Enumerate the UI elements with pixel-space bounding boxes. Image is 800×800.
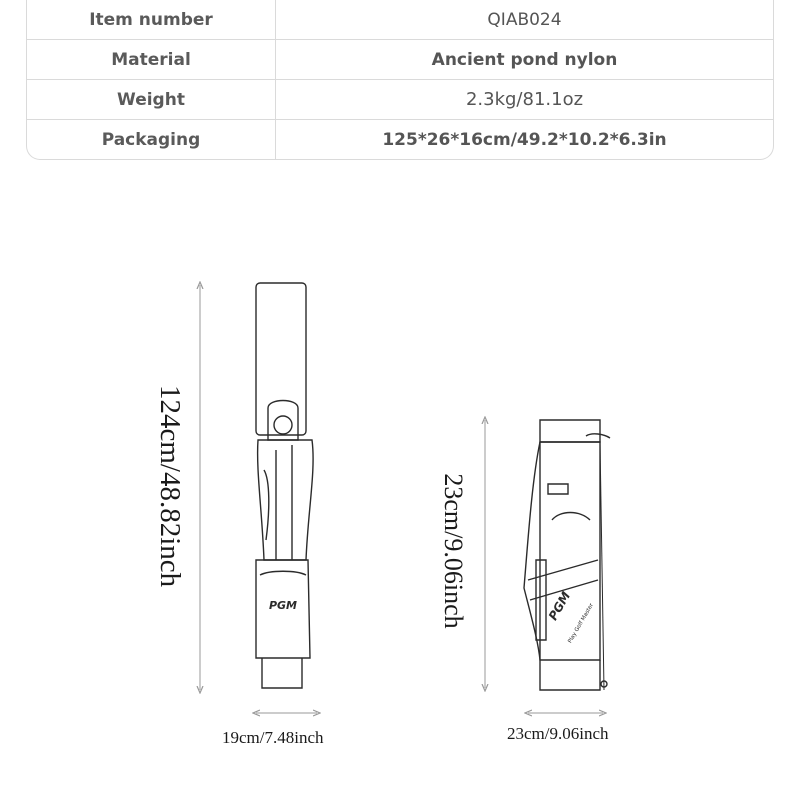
- right-bag-outline: [524, 420, 610, 690]
- spec-label: Item number: [27, 0, 276, 39]
- spec-label: Packaging: [27, 120, 276, 160]
- left-width-label: 19cm/7.48inch: [222, 728, 324, 747]
- spec-value: 125*26*16cm/49.2*10.2*6.3in: [382, 130, 667, 150]
- spec-value: Ancient pond nylon: [431, 49, 618, 70]
- right-height-label: 23cm/9.06inch: [439, 473, 468, 629]
- spec-label: Weight: [27, 80, 276, 119]
- right-tagline: Play Golf Master: [567, 602, 595, 645]
- right-width-label: 23cm/9.06inch: [507, 724, 609, 743]
- left-pgm-logo: PGM: [268, 599, 298, 612]
- left-bag-outline: [256, 283, 313, 688]
- spec-value: QIAB024: [487, 9, 562, 30]
- left-height-label: 124cm/48.82inch: [154, 385, 186, 588]
- spec-label: Material: [27, 40, 276, 79]
- spec-value: 2.3kg/81.1oz: [465, 89, 584, 110]
- right-pgm-logo: PGM: [545, 589, 574, 623]
